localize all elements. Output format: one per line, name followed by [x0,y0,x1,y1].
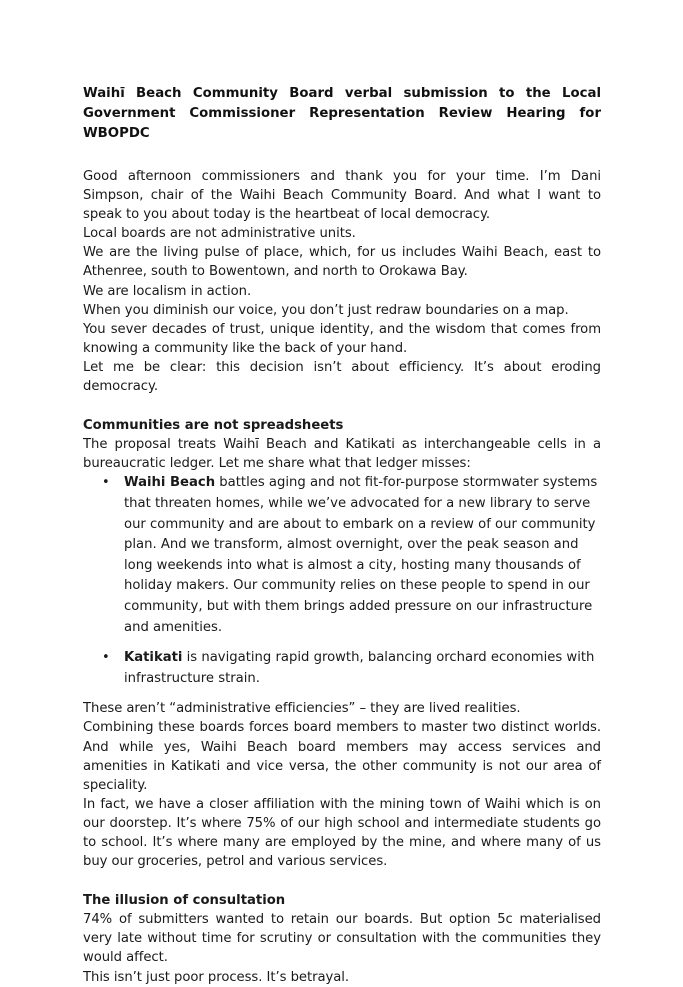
intro-paragraph: Let me be clear: this decision isn’t about efficiency. It’s about eroding democracy. [83,359,601,395]
intro-paragraph: We are localism in action. [83,283,252,299]
bullet-item-waihi-beach [102,473,601,638]
document-title: Waihī Beach Community Board verbal submission to the Local Government Commissioner Representation Review Hearing for WBOPDC [83,86,601,141]
section-lead-paragraph: The proposal treats Waihī Beach and Katikati as interchangeable cells in a bureaucratic ledger. Let me share what that ledger misses: [83,437,601,472]
section-heading: The illusion of consultation [83,893,286,909]
bullet-text: is navigating rapid growth, balancing orchard economies with infrastructure strain. [124,650,595,686]
intro-section [83,167,601,396]
communities-section [83,416,601,871]
intro-paragraph: Local boards are not administrative units. [83,226,356,242]
body-paragraph: This isn’t just poor process. It’s betrayal. [83,969,350,985]
section-heading: Communities are not spreadsheets [83,418,344,434]
bullet-icon: • [102,475,110,491]
bullet-list [83,473,601,689]
bullet-icon: • [102,650,110,666]
intro-paragraph: Good afternoon commissioners and thank you for your time. I’m Dani Simpson, chair of the Waihi Beach Community Board. And what I want to speak to you about today is the heartbeat of local democracy. [83,169,601,223]
body-paragraph: 74% of submitters wanted to retain our boards. But option 5c materialised very late without time for scrutiny or consultation with the communities they would affect. [83,912,601,966]
body-paragraph: In fact, we have a closer affiliation with the mining town of Waihi which is on our doorstep. It’s where 75% of our high school and intermediate students go to school. It’s where many are employed by the mine, and where many of us buy our groceries, petrol and various services. [83,796,601,870]
bullet-bold-term: Waihi Beach [124,475,216,491]
consultation-section [83,891,601,986]
after-bullets-text [83,699,601,871]
bullet-item-katikati [102,648,601,689]
intro-paragraph: We are the living pulse of place, which, for us includes Waihi Beach, east to Athenree, south to Bowentown, and north to Orokawa Bay. [83,245,601,280]
body-paragraph: These aren’t “administrative efficiencies” – they are lived realities. [83,701,521,717]
intro-paragraph: When you diminish our voice, you don’t just redraw boundaries on a map. [83,302,569,318]
body-paragraph: Combining these boards forces board members to master two distinct worlds. And while yes, Waihi Beach board members may access services and amenities in Katikati and vice versa, the other community is not our area of speciality. [83,720,601,793]
bullet-bold-term: Katikati [124,650,183,666]
intro-paragraph: You sever decades of trust, unique identity, and the wisdom that comes from knowing a community like the back of your hand. [83,321,601,356]
bullet-text: battles aging and not fit-for-purpose stormwater systems that threaten homes, while we’ve advocated for a new library to serve our community and are about to embark on a review of our community plan. And we transform, almost overnight, over the peak season and long weekends into what is almost a city, hosting many thousands of holiday makers. Our community relies on these people to spend in our community, but with them brings added pressure on our infrastructure and amenities. [124,475,598,635]
